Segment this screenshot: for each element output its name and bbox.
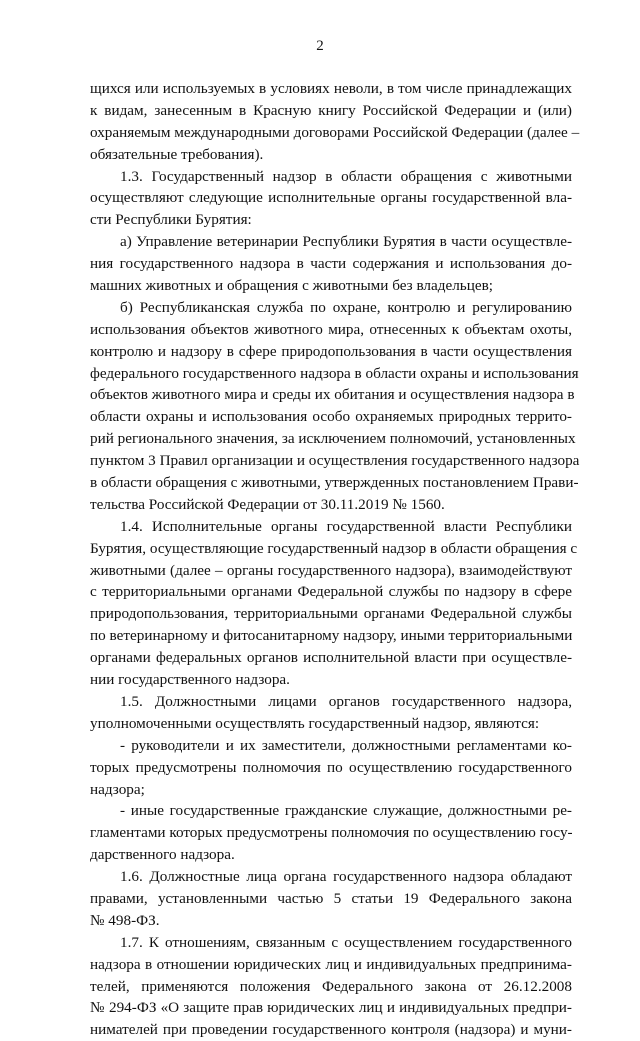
text-line: 1.3. Государственный надзор в области обращения с животными (120, 167, 572, 185)
text-line: щихся или используемых в условиях неволи, в том числе принадлежащих (90, 80, 572, 97)
text-line: ния государственного надзора в части содержания и использования до- (90, 255, 572, 273)
text-line: животными (далее – органы государственного надзора), взаимодействуют (90, 561, 572, 579)
text-line: охраняемым международными договорами Российской Федерации (далее – (90, 123, 580, 141)
text-line: осуществляют следующие исполнительные органы государственной вла- (90, 189, 572, 207)
text-line: области охраны и использования особо охраняемых природных террито- (90, 408, 572, 426)
text-line: Бурятия, осуществляющие государственный надзор в области обращения с (90, 539, 578, 557)
text-line: гламентами которых предусмотрены полномочия по осуществлению госу- (90, 824, 573, 842)
body-text (90, 78, 580, 1041)
text-line: рий регионального значения, за исключением полномочий, установленных (90, 430, 576, 448)
text-line: - руководители и их заместители, должностными регламентами ко- (120, 736, 572, 754)
text-line: объектов животного мира и среды их обитания и осуществления надзора в (90, 386, 575, 404)
text-line: телей, применяются положения Федерального закона от 26.12.2008 (90, 977, 572, 995)
text-line: по ветеринарному и фитосанитарному надзору, иными территориальными (90, 627, 573, 645)
text-line: уполномоченными осуществлять государственный надзор, являются: (90, 714, 540, 732)
text-line: к видам, занесенным в Красную книгу Российской Федерации и (или) (90, 101, 572, 119)
text-line: органами федеральных органов исполнительной власти при осуществле- (90, 649, 572, 667)
text-line: надзора в отношении юридических лиц и индивидуальных предпринима- (90, 955, 572, 973)
text-line: № 294-ФЗ «О защите прав юридических лиц и индивидуальных предпри- (90, 999, 572, 1017)
text-line: федерального государственного надзора в области охраны и использования (90, 364, 579, 382)
text-line: контролю и надзору в сфере природопользования в части осуществления (90, 342, 572, 360)
text-line: нимателей при проведении государственного контроля (надзора) и муни- (90, 1021, 572, 1039)
text-line: торых предусмотрены полномочия по осуществлению государственного (90, 758, 572, 776)
text-line: обязательные требования). (90, 145, 264, 163)
text-line: тельства Российской Федерации от 30.11.2019 № 1560. (90, 495, 445, 513)
text-line: № 498-ФЗ. (90, 911, 160, 929)
text-line: природопользования, территориальными органами Федеральной службы (90, 605, 572, 623)
text-line: 1.5. Должностными лицами органов государственного надзора, (120, 692, 572, 710)
text-line: использования объектов животного мира, отнесенных к объектам охоты, (90, 320, 572, 338)
text-line: пунктом 3 Правил организации и осуществления государственного надзора (90, 452, 580, 470)
text-line: б) Республиканская служба по охране, контролю и регулированию (120, 298, 572, 316)
text-line: 1.4. Исполнительные органы государственной власти Республики (120, 517, 572, 535)
text-line: - иные государственные гражданские служащие, должностными ре- (120, 802, 572, 820)
text-line: дарственного надзора. (90, 846, 235, 864)
text-line: машних животных и обращения с животными без владельцев; (90, 277, 493, 295)
text-line: правами, установленными частью 5 статьи 19 Федерального закона (90, 889, 572, 907)
text-line: нии государственного надзора. (90, 671, 290, 689)
text-line: а) Управление ветеринарии Республики Бурятия в части осуществле- (120, 233, 572, 251)
page-number: 2 (316, 38, 324, 54)
text-line: сти Республики Бурятия: (90, 211, 252, 229)
text-line: в области обращения с животными, утвержденных постановлением Прави- (90, 474, 579, 492)
text-line: 1.6. Должностные лица органа государственного надзора обладают (120, 868, 572, 886)
text-line: 1.7. К отношениям, связанным с осуществлением государственного (120, 933, 572, 951)
text-line: с территориальными органами Федеральной службы по надзору в сфере (90, 583, 572, 601)
text-line: надзора; (90, 780, 145, 798)
